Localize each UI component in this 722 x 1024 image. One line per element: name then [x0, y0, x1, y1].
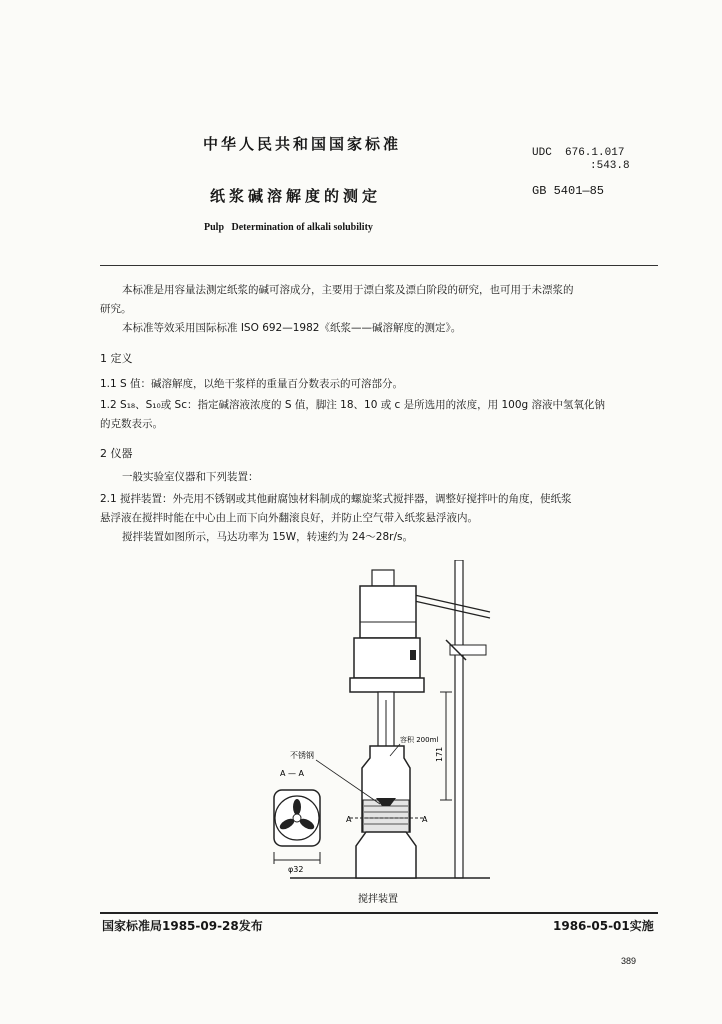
section-marker-right: A	[422, 815, 428, 824]
diameter-label: φ32	[288, 865, 304, 874]
udc-line-2: :543.8	[590, 160, 630, 172]
national-standard-heading: 中华人民共和国国家标准	[203, 135, 402, 153]
clause-1-2-line-1: 1.2 S₁₈、S₁₀或 Sc：指定碱溶液浓度的 S 值，脚注 18、10 或 c 是所选用的浓度，用 100g 溶液中氢氧化钠	[100, 399, 606, 411]
volume-label: 容积 200ml	[400, 736, 439, 744]
effective-date: 1986-05-01实施	[553, 919, 654, 933]
section-1-heading: 1 定义	[100, 352, 133, 365]
section-marker-left: A	[346, 815, 352, 824]
clause-2-1-line-2: 悬浮液在搅拌时能在中心由上而下向外翻滚良好，并防止空气带入纸浆悬浮液内。	[100, 512, 478, 524]
stirring-apparatus-figure	[250, 560, 510, 908]
motor-base-plate	[350, 678, 424, 692]
udc-line-1: UDC 676.1.017	[532, 147, 625, 159]
height-label: 171	[435, 746, 444, 762]
udc-code	[532, 147, 630, 173]
intro-paragraph-1-line-1: 本标准是用容量法测定纸浆的碱可溶成分，主要用于漂白浆及漂白阶段的研究，也可用于未漂浆的	[122, 284, 574, 296]
clause-1-1: 1.1 S 值：碱溶解度，以绝干浆样的重量百分数表示的可溶部分。	[100, 378, 404, 390]
document-title: 纸浆碱溶解度的测定	[210, 187, 382, 205]
figure-caption: 搅拌装置	[358, 894, 398, 905]
stand-rod	[455, 560, 463, 878]
motor-knob	[372, 570, 394, 586]
clause-2-1-line-3: 搅拌装置如图所示，马达功率为 15W，转速约为 24～28r/s。	[122, 531, 413, 543]
gb-number: GB 5401—85	[532, 184, 605, 198]
clause-2-1-line-1: 2.1 搅拌装置：外壳用不锈钢或其他耐腐蚀材料制成的螺旋桨式搅拌器，调整好搅拌叶的角度，使纸浆	[100, 493, 572, 505]
intro-paragraph-2: 本标准等效采用国际标准 ISO 692—1982《纸浆——碱溶解度的测定》。	[122, 322, 462, 334]
stainless-steel-label: 不锈钢	[290, 751, 314, 760]
beaker-stand	[356, 832, 416, 878]
intro-paragraph-1-line-2: 研究。	[100, 303, 132, 315]
header-divider	[100, 265, 658, 266]
motor-housing-upper	[360, 586, 416, 638]
footer-divider	[100, 912, 658, 914]
issue-date: 国家标准局1985-09-28发布	[102, 919, 263, 933]
page-number: 389	[621, 956, 637, 966]
section-2-intro: 一般实验室仪器和下列装置：	[122, 471, 259, 483]
section-view-label: A — A	[280, 769, 305, 778]
document-title-english: Pulp Determination of alkali solubility	[204, 222, 373, 233]
section-2-heading: 2 仪器	[100, 447, 133, 460]
clause-1-2-line-2: 的克数表示。	[100, 418, 163, 430]
